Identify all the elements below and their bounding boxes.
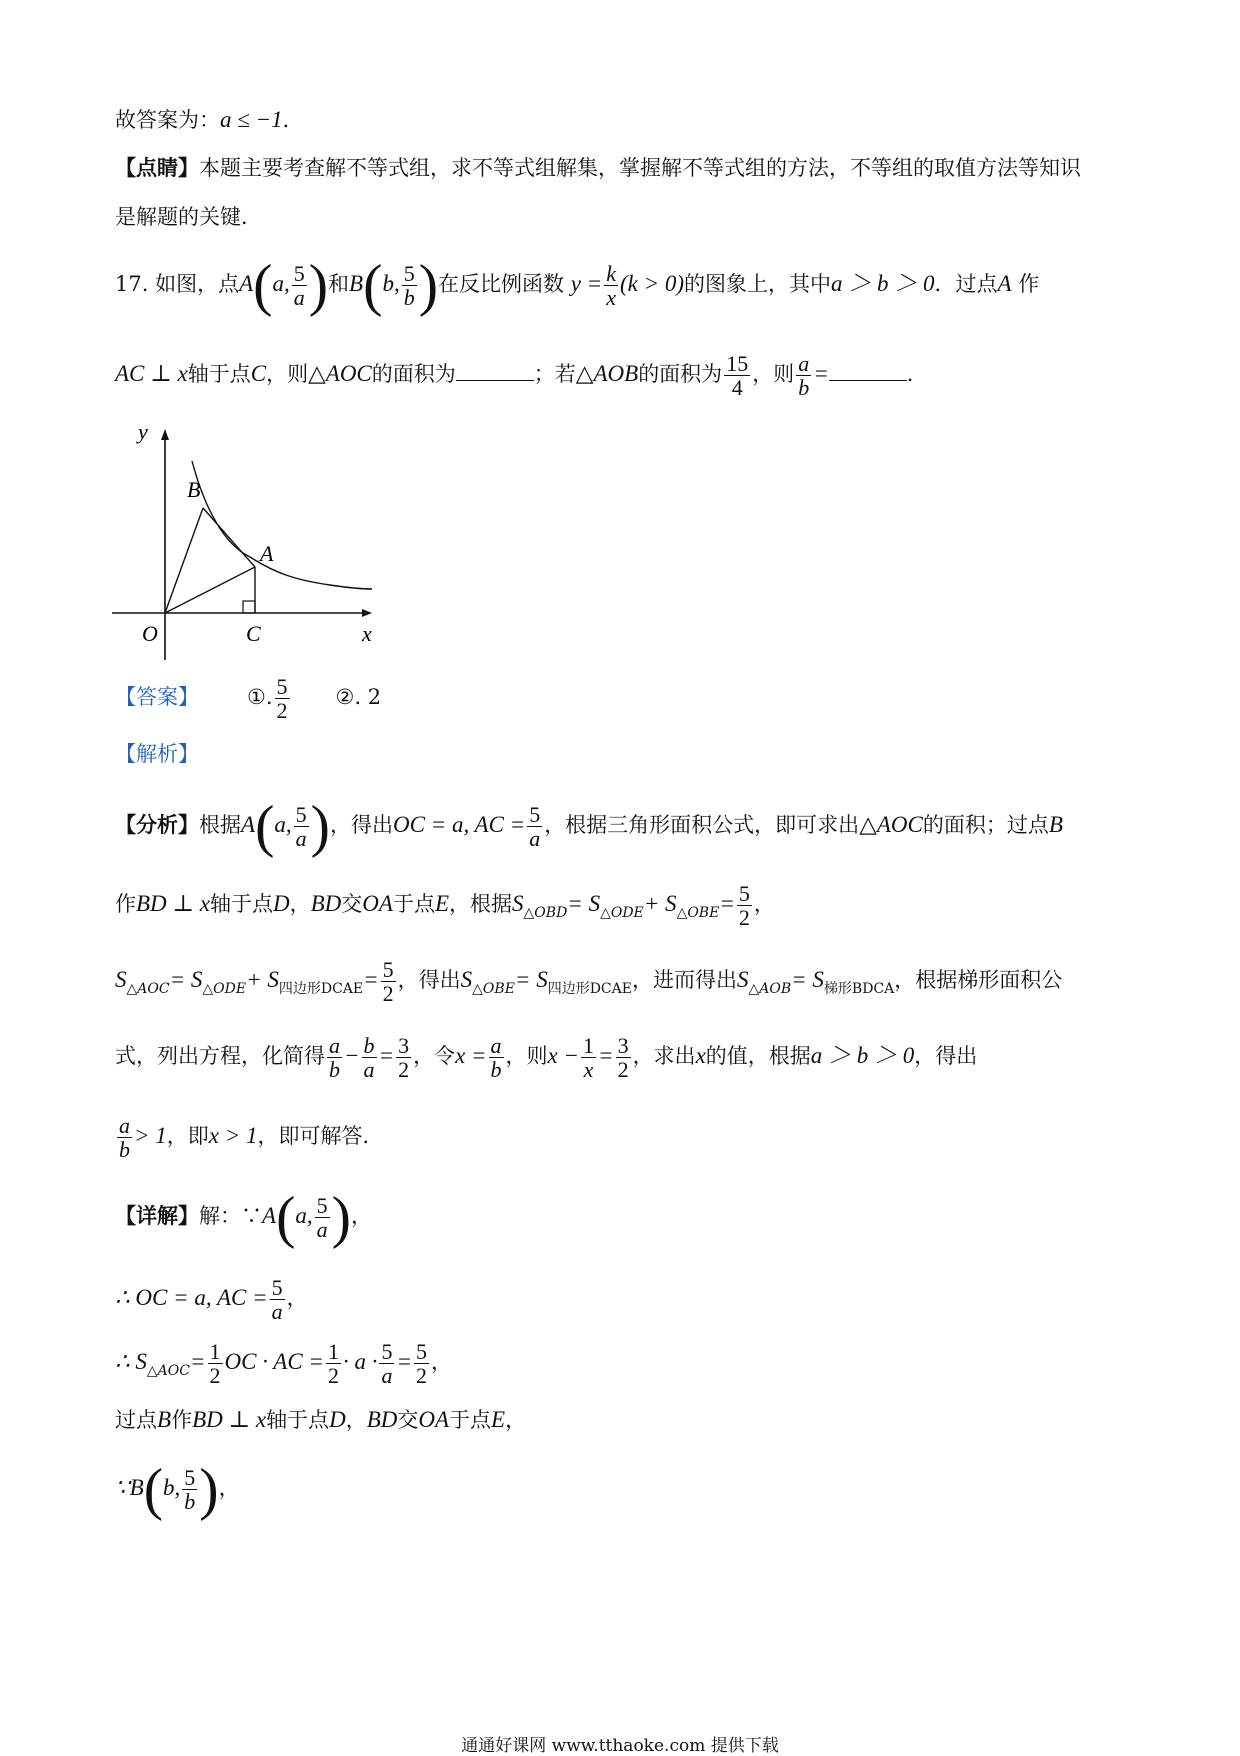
xiangjie-tag: 【详解】 — [115, 1203, 199, 1229]
math: S — [512, 891, 524, 917]
text: ． — [906, 362, 928, 387]
paren-close: ) — [310, 793, 330, 859]
fraction — [581, 1034, 596, 1081]
question-17-line1 — [115, 252, 1040, 318]
paren-open: ( — [363, 252, 383, 318]
math: S — [736, 967, 749, 993]
label-y: y — [138, 419, 148, 444]
dianjing-line1 — [115, 155, 1081, 181]
math: △AOC — [859, 812, 923, 838]
fenxi-line1 — [115, 793, 1063, 859]
denominator: b — [403, 285, 415, 311]
text: 和 — [328, 272, 350, 297]
denominator: a — [363, 1057, 375, 1083]
fraction — [362, 1034, 377, 1081]
denominator: x — [606, 285, 616, 311]
xiangjie-line2 — [115, 1276, 308, 1323]
text: ，根据梯形面积公 — [894, 968, 1063, 993]
xiangjie-line4 — [115, 1406, 526, 1434]
fraction — [379, 1340, 394, 1387]
math: a ＞ b ＞ 0 — [810, 1043, 915, 1069]
numerator: 5 — [316, 1193, 328, 1218]
fraction — [616, 1034, 631, 1081]
segment-AB — [203, 508, 255, 567]
math: a ＞ b ＞ 0 — [831, 271, 935, 297]
hyperbola-curve — [192, 461, 372, 589]
math: a, — [272, 271, 290, 297]
answer-line — [115, 675, 381, 722]
math: S — [460, 967, 473, 993]
fraction — [396, 1034, 411, 1081]
denominator: 2 — [415, 1363, 427, 1389]
label-A: A — [260, 541, 274, 566]
answer-blank-1[interactable] — [456, 362, 534, 381]
fraction — [275, 675, 290, 722]
math: OA — [362, 891, 393, 917]
text: 作 — [1018, 272, 1040, 297]
math: ∵ — [115, 1475, 130, 1501]
paren-close: ) — [418, 252, 439, 318]
label-C: C — [246, 621, 261, 646]
paren-close: ) — [331, 1184, 351, 1250]
fraction — [527, 803, 542, 850]
y-axis-arrow — [161, 429, 169, 440]
fraction — [402, 262, 417, 309]
numerator: 5 — [276, 674, 288, 699]
fraction — [327, 1034, 342, 1081]
subscript: 四边形DCAE — [547, 981, 632, 998]
fraction — [208, 1340, 223, 1387]
math: △AOB — [575, 361, 639, 387]
denominator: 2 — [327, 1363, 339, 1389]
text: 作 — [171, 1408, 193, 1432]
math: b, — [163, 1475, 181, 1501]
denominator: a — [316, 1217, 328, 1243]
fenxi-line3 — [115, 958, 1062, 1005]
text: ，则 — [752, 362, 795, 387]
text: ；若 — [533, 362, 576, 387]
math-inequality: a ≤ −1 — [220, 107, 283, 132]
denominator: 2 — [276, 698, 288, 724]
math: A — [239, 271, 254, 297]
text: 交 — [397, 1408, 419, 1432]
math: A — [262, 1203, 277, 1229]
math: − — [344, 1043, 360, 1069]
math: A — [997, 271, 1012, 297]
x-axis-arrow — [362, 609, 372, 617]
text: 根据 — [199, 813, 241, 838]
math: + S — [246, 967, 279, 993]
numerator: k — [606, 261, 616, 286]
math: BD ⊥ x — [136, 891, 210, 917]
fraction — [270, 1276, 285, 1323]
fraction — [315, 1194, 330, 1241]
numerator: 5 — [382, 957, 394, 982]
paren-open: ( — [255, 793, 275, 859]
numerator: a — [490, 1033, 502, 1058]
math: D — [273, 891, 290, 917]
text: ，得出 — [329, 813, 393, 838]
dianjing-text: 本题主要考查解不等式组，求不等式组解集，掌握解不等式组的方法，不等组的取值方法等知识 — [199, 156, 1081, 180]
text: 轴于点 — [210, 892, 273, 917]
jiexi-tag: 【解析】 — [115, 742, 199, 766]
numerator: 5 — [738, 881, 750, 906]
function-graph-figure — [100, 415, 400, 675]
numerator: b — [363, 1033, 375, 1058]
xiangjie-line5 — [115, 1456, 240, 1522]
denominator: a — [295, 826, 307, 852]
denominator: 2 — [382, 981, 394, 1007]
text: ， — [345, 1408, 367, 1432]
math: x > 1 — [208, 1123, 258, 1149]
math: = — [378, 1043, 395, 1069]
text: 过点 — [115, 1408, 157, 1432]
numerator: 3 — [398, 1033, 410, 1058]
math: = S — [791, 967, 824, 993]
numerator: 1 — [209, 1339, 221, 1364]
numerator: a — [329, 1033, 340, 1058]
denominator: b — [119, 1137, 130, 1163]
denominator: b — [329, 1057, 340, 1083]
label-B: B — [187, 477, 201, 502]
xiangjie-line3 — [115, 1340, 452, 1387]
subscript: 四边形DCAE — [278, 981, 364, 998]
fraction — [604, 262, 618, 309]
math: OC · AC = — [224, 1349, 324, 1375]
math: > 1 — [134, 1123, 167, 1149]
numerator: 1 — [327, 1339, 339, 1364]
fraction — [489, 1034, 504, 1081]
denominator: 4 — [731, 375, 743, 401]
paren-open: ( — [253, 252, 273, 318]
denominator: b — [184, 1489, 196, 1515]
denominator: 2 — [209, 1363, 221, 1389]
numerator: 15 — [726, 351, 749, 376]
numerator: a — [119, 1113, 130, 1138]
fraction — [414, 1340, 429, 1387]
math: BD — [366, 1407, 398, 1432]
question-17-line2 — [115, 352, 928, 399]
text: ， — [753, 892, 775, 917]
math: D — [329, 1407, 346, 1432]
answer-line-previous — [115, 106, 304, 134]
fraction — [737, 882, 752, 929]
subscript: △ODE — [202, 981, 247, 998]
math: a, — [295, 1203, 313, 1229]
text: ， — [430, 1350, 452, 1375]
math: = — [813, 361, 829, 387]
fenxi-line2 — [115, 882, 775, 929]
fraction — [326, 1340, 341, 1387]
math: E — [434, 891, 450, 917]
subscript: △AOC — [146, 1363, 190, 1380]
math: = — [363, 967, 379, 993]
text: 交 — [341, 892, 363, 917]
numerator: 3 — [617, 1033, 629, 1058]
fraction — [292, 262, 307, 309]
math: = S — [169, 967, 203, 993]
label-x: x — [362, 621, 372, 646]
subscript: △OBE — [472, 981, 515, 998]
math: B — [349, 271, 364, 297]
text: 的面积；过点 — [922, 813, 1049, 838]
denominator: 2 — [398, 1057, 410, 1083]
text: ，即可解答． — [257, 1124, 384, 1149]
math: B — [129, 1475, 144, 1501]
text: ，求出 — [632, 1044, 696, 1069]
paren-close: ) — [199, 1456, 219, 1522]
numerator: 5 — [403, 261, 415, 286]
math: A — [241, 812, 256, 838]
math: AC ⊥ x — [115, 361, 188, 387]
paren-open: ( — [143, 1456, 164, 1522]
answer-blank-2[interactable] — [829, 362, 907, 381]
text: 于点 — [449, 1408, 492, 1432]
xiangjie-line1 — [115, 1184, 372, 1250]
denominator: a — [529, 826, 541, 852]
subscript: △ODE — [600, 905, 644, 922]
math: B — [157, 1407, 172, 1432]
numerator: 5 — [184, 1465, 196, 1490]
subscript: △AOC — [126, 981, 170, 998]
fenxi-line4 — [115, 1034, 977, 1081]
text: 解：∵ — [199, 1204, 262, 1229]
numerator: a — [798, 351, 810, 376]
jiexi-line — [115, 742, 199, 767]
numerator: 5 — [295, 802, 307, 827]
text: ． — [282, 108, 304, 132]
text: ，即 — [166, 1124, 209, 1149]
math: x − — [547, 1043, 580, 1069]
numerator: 5 — [293, 261, 305, 286]
math: x = — [455, 1043, 487, 1069]
text: 在反比例函数 — [438, 272, 565, 297]
numerator: 5 — [271, 1275, 283, 1300]
fraction — [294, 803, 309, 850]
page-footer: 通通好课网 www.tthaoke.com 提供下载 — [461, 1736, 779, 1756]
fraction — [381, 958, 396, 1005]
paren-open: ( — [276, 1184, 296, 1250]
math: OC = a, AC = — [392, 812, 526, 838]
denominator: a — [293, 285, 305, 311]
math: BD — [310, 891, 342, 917]
subscript: △OBD — [523, 905, 568, 922]
text: ， — [505, 1408, 527, 1432]
dianjing-tag: 【点睛】 — [115, 155, 199, 180]
text: 的面积为 — [638, 362, 723, 387]
math: S — [115, 967, 127, 993]
text: ，进而得出 — [631, 968, 737, 993]
math: a, — [274, 812, 292, 838]
math: = — [598, 1043, 614, 1069]
text: 作 — [115, 892, 136, 917]
right-angle-mark — [243, 601, 255, 613]
math: = — [189, 1349, 206, 1375]
denominator: a — [381, 1363, 393, 1389]
math: = S — [514, 967, 548, 993]
text: ，则 — [266, 362, 309, 387]
text: ，根据 — [449, 892, 513, 917]
math: (k > 0) — [619, 271, 685, 297]
subscript: △OBE — [676, 905, 720, 922]
dianjing-text: 是解题的关键． — [115, 205, 262, 229]
math: = — [719, 891, 735, 917]
text: 的图象上，其中 — [684, 272, 832, 297]
text: ， — [350, 1204, 372, 1229]
subscript: 梯形BDCA — [823, 981, 895, 998]
text: ，令 — [413, 1044, 456, 1069]
text: ，根据三角形面积公式，即可求出 — [544, 813, 860, 838]
math: y = — [570, 271, 603, 297]
paren-close: ) — [308, 252, 329, 318]
math: B — [1048, 812, 1063, 838]
numerator: 5 — [529, 802, 541, 827]
dianjing-line2 — [115, 205, 262, 230]
fraction — [117, 1114, 132, 1161]
fraction — [182, 1466, 197, 1513]
math: + S — [643, 891, 677, 917]
math: = — [396, 1349, 412, 1375]
subscript: △AOB — [748, 981, 792, 998]
text: 故答案为： — [115, 108, 220, 132]
text: 轴于点 — [187, 362, 251, 387]
math: x — [695, 1043, 706, 1069]
text: ，则 — [505, 1044, 548, 1069]
math: b, — [382, 271, 400, 297]
math: = S — [567, 891, 601, 917]
math: ∴ S — [115, 1349, 147, 1375]
text: 的面积为 — [371, 362, 456, 387]
math: OA — [418, 1407, 450, 1432]
fraction — [724, 352, 750, 399]
answer-tag: 【答案】 — [115, 685, 199, 710]
denominator: 2 — [738, 905, 750, 931]
denominator: a — [271, 1299, 283, 1325]
text: 于点 — [392, 892, 435, 917]
question-number: 17. 如图，点 — [115, 272, 240, 297]
text: 式，列出方程，化简得 — [115, 1044, 325, 1069]
text: ， — [218, 1476, 240, 1501]
text: 的值，根据 — [705, 1044, 811, 1069]
math: △AOC — [308, 361, 372, 387]
denominator: b — [490, 1057, 502, 1083]
label-O: O — [142, 621, 158, 646]
math: C — [250, 361, 267, 387]
text: ， — [286, 1286, 308, 1311]
text: ， — [289, 892, 311, 917]
numerator: 5 — [381, 1339, 393, 1364]
math: E — [491, 1407, 506, 1432]
text: ．过点 — [934, 272, 998, 297]
denominator: b — [798, 375, 810, 401]
math: ∴ OC = a, AC = — [115, 1285, 268, 1311]
fenxi-line5 — [115, 1114, 384, 1161]
numerator: 5 — [415, 1339, 427, 1364]
fenxi-tag: 【分析】 — [115, 812, 199, 838]
answer-part-1: ①. — [247, 685, 273, 710]
numerator: 1 — [583, 1033, 595, 1058]
math: BD ⊥ x — [192, 1407, 267, 1432]
fraction — [796, 352, 811, 399]
denominator: 2 — [617, 1057, 629, 1083]
text: 轴于点 — [266, 1408, 330, 1432]
denominator: x — [583, 1057, 594, 1083]
answer-part-2: ②. 2 — [335, 685, 382, 710]
text: ，得出 — [397, 968, 461, 993]
text: ，得出 — [914, 1044, 978, 1069]
math: · a · — [342, 1349, 378, 1375]
